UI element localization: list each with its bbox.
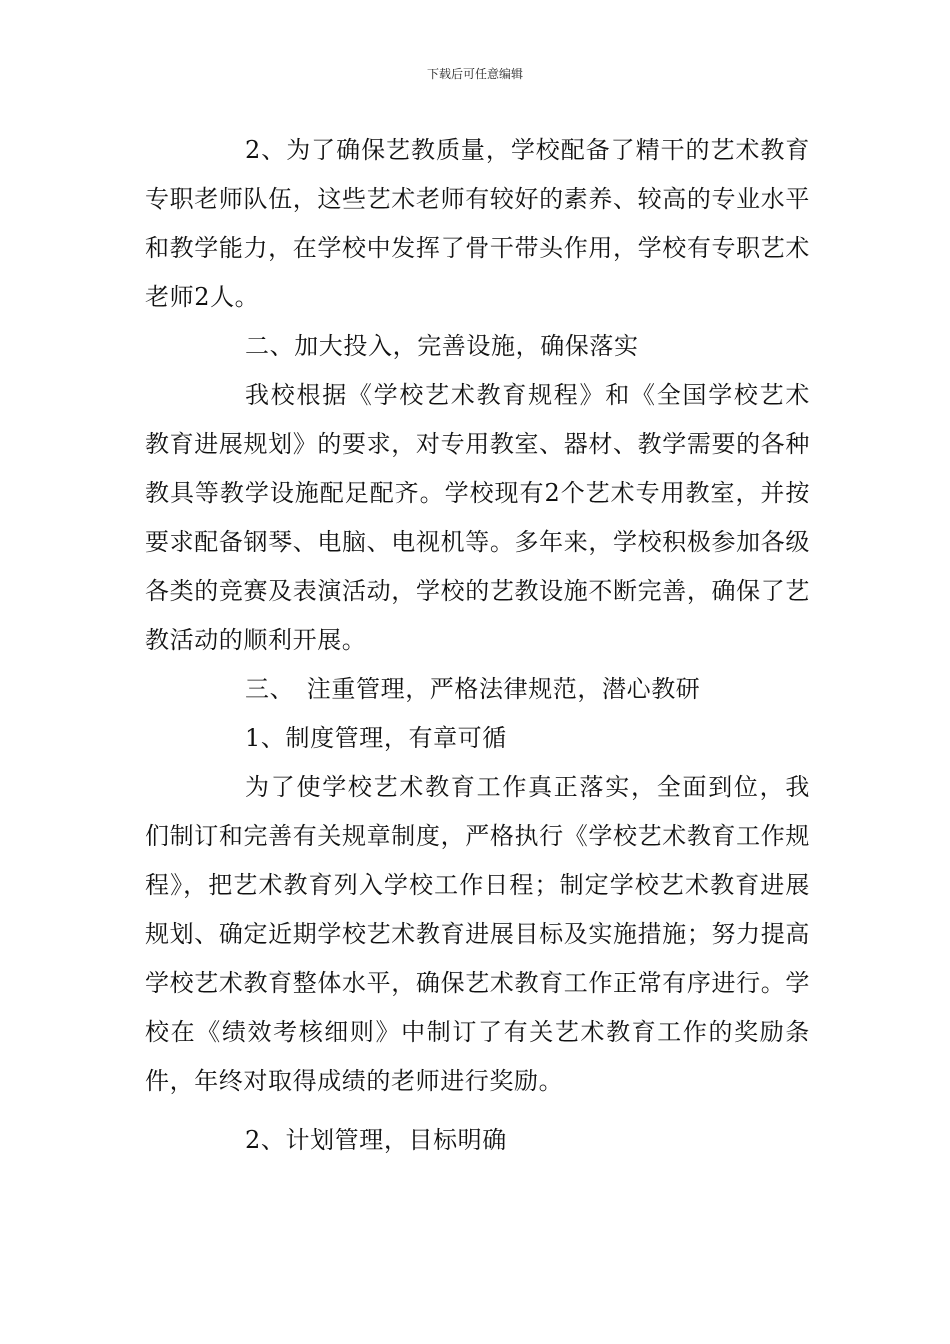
section-heading-management: 三、 注重管理，严格法律规范，潜心教研 <box>245 675 701 703</box>
section-heading-investment: 二、加大投入，完善设施，确保落实 <box>245 332 639 360</box>
document-body <box>145 126 810 1165</box>
paragraph-art-teachers: 2、为了确保艺教质量，学校配备了精干的艺术教育专职老师队伍，这些艺术老师有较好的素养、较高的专业水平和教学能力，在学校中发挥了骨干带头作用，学校有专职艺术老师2人。 <box>145 136 810 311</box>
subheading-system-management: 1、制度管理，有章可循 <box>245 724 507 752</box>
subheading-plan-management: 2、计划管理，目标明确 <box>245 1126 507 1154</box>
page-header: 下载后可任意编辑 <box>426 67 523 81</box>
paragraph-facilities: 我校根据《学校艺术教育规程》和《全国学校艺术教育进展规划》的要求，对专用教室、器材、教学需要的各种教具等教学设施配足配齐。学校现有2个艺术专用教室，并按要求配备钢琴、电脑、电视机等。多年来，学校积极参加各级各类的竞赛及表演活动，学校的艺教设施不断完善，确保了艺教活动的顺利开展。 <box>145 381 810 654</box>
paragraph-regulations: 为了使学校艺术教育工作真正落实，全面到位，我们制订和完善有关规章制度，严格执行《学校艺术教育工作规程》，把艺术教育列入学校工作日程；制定学校艺术教育进展规划、确定近期学校艺术教育进展目标及实施措施；努力提高学校艺术教育整体水平，确保艺术教育工作正常有序进行。学校在《绩效考核细则》中制订了有关艺术教育工作的奖励条件，年终对取得成绩的老师进行奖励。 <box>145 773 810 1095</box>
